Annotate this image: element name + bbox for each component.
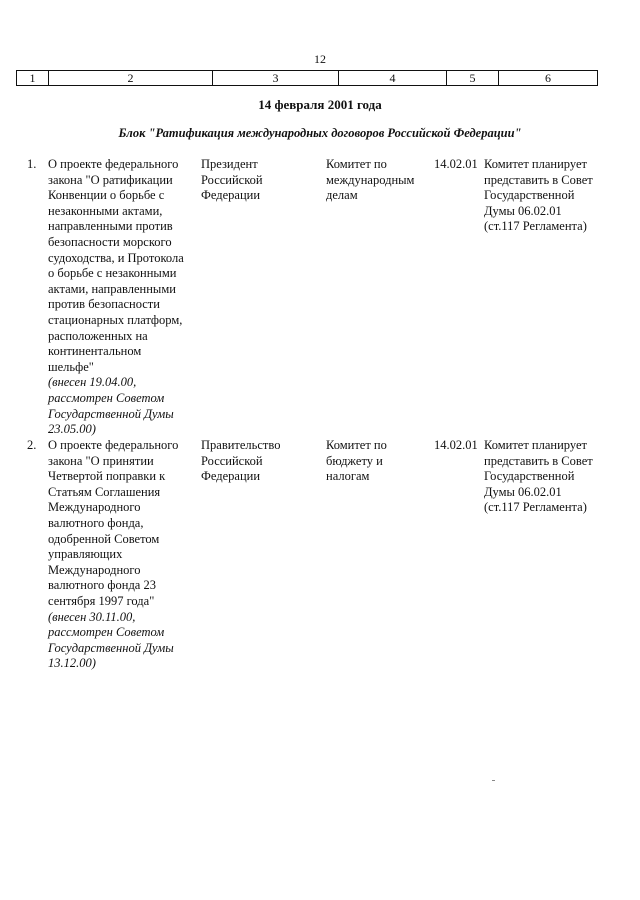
description-line: валютного фонда 23 [48,578,156,593]
description-line: шельфе" [48,359,94,374]
column-header-3: 3 [213,71,339,85]
committee-line: Комитет по [326,438,387,452]
submission-note [48,375,194,437]
note-line: Государственной Думы [48,640,174,655]
status-line: (ст.117 Регламента) [484,500,587,515]
status-line: Думы 06.02.01 [484,203,562,218]
entry-author [201,438,311,485]
committee-line: налогам [326,469,370,484]
description-line: Конвенции о борьбе с [48,188,165,203]
column-header-6: 6 [545,71,551,85]
block-title: Блок "Ратификация международных договоров Российской Федерации" [118,126,522,140]
note-line: 13.12.00) [48,656,96,671]
description-line: континентальном [48,344,142,359]
note-line: рассмотрен Советом [48,390,165,405]
entry-number: 1. [27,157,37,171]
status-line: Государственной [484,188,575,203]
entry-date: 14.02.01 [434,157,478,171]
author-line: Федерации [201,188,261,203]
date-heading: 14 февраля 2001 года [258,97,382,112]
description-line: закона "О ратификации [48,172,173,187]
entry-status [484,438,604,516]
column-header-4: 4 [339,71,447,85]
column-header-1: 1 [17,71,49,85]
scan-speck [492,780,495,781]
committee-line: делам [326,188,358,203]
description-line: судоходства, и Протокола [48,250,184,265]
author-line: Российской [201,453,263,468]
description-line: одобренной Советом [48,531,160,546]
entry-date: 14.02.01 [434,438,478,452]
committee-line: международным [326,172,415,187]
description-line: стационарных платформ, [48,312,183,327]
status-line: представить в Совет [484,172,593,187]
status-line: Комитет планирует [484,438,587,452]
entry-committee [326,157,426,204]
description-line: актами, направленными [48,281,176,296]
submission-note [48,610,194,672]
author-line: Правительство [201,438,281,452]
column-number-header [16,70,598,86]
status-line: представить в Совет [484,453,593,468]
column-header-5: 5 [447,71,499,85]
description-line: сентября 1997 года" [48,593,155,608]
note-line: (внесен 19.04.00, [48,375,137,390]
status-line: (ст.117 Регламента) [484,219,587,234]
note-line: 23.05.00) [48,422,96,437]
note-line: Государственной Думы [48,406,174,421]
description-line: Статьям Соглашения [48,484,161,499]
note-line: (внесен 30.11.00, [48,609,136,624]
description-line: Четвертой поправки к [48,469,166,484]
status-line: Государственной [484,469,575,484]
status-line: Комитет планирует [484,157,587,171]
description-line: Международного [48,562,141,577]
author-line: Федерации [201,469,261,484]
author-line: Российской [201,172,263,187]
committee-line: бюджету и [326,453,383,468]
committee-line: Комитет по [326,157,387,171]
description-line: о борьбе с незаконными [48,266,177,281]
entry-committee [326,438,426,485]
entry-description [48,438,194,672]
description-line: О проекте федерального [48,157,179,171]
entry-number: 2. [27,438,37,452]
description-line: расположенных на [48,328,148,343]
description-line: О проекте федерального [48,438,179,452]
description-line: безопасности морского [48,234,172,249]
entry-author [201,157,311,204]
description-line: управляющих [48,547,123,562]
status-line: Думы 06.02.01 [484,484,562,499]
description-line: закона "О принятии [48,453,154,468]
description-line: валютного фонда, [48,515,144,530]
description-line: направленными против [48,219,173,234]
description-line: против безопасности [48,297,160,312]
entry-description [48,157,194,438]
page-number: 12 [314,52,326,66]
author-line: Президент [201,157,258,171]
description-line: Международного [48,500,141,515]
column-header-2: 2 [49,71,213,85]
description-line: незаконными актами, [48,203,163,218]
note-line: рассмотрен Советом [48,625,165,640]
entry-status [484,157,604,235]
